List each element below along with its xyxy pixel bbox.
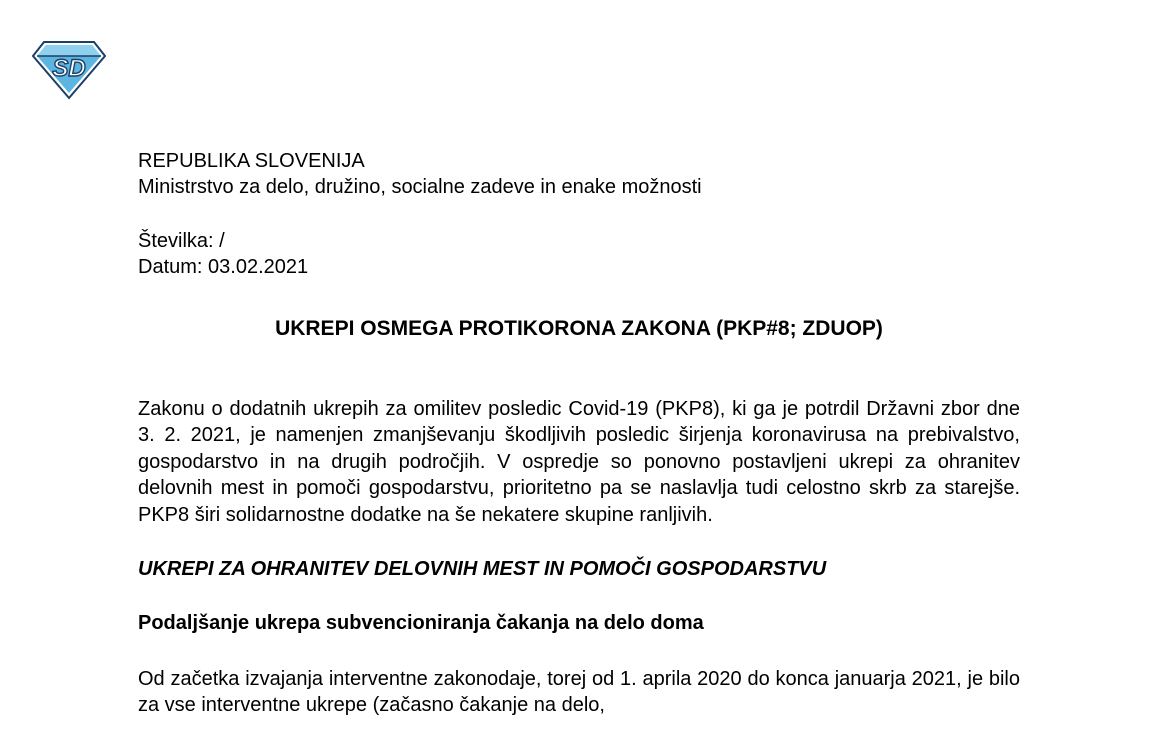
document-date: Datum: 03.02.2021 [138, 256, 309, 278]
republic-name: REPUBLIKA SLOVENIJA [138, 150, 365, 172]
ministry-name: Ministrstvo za delo, družino, socialne zadeve in enake možnosti [138, 176, 702, 198]
subsection-heading: Podaljšanje ukrepa subvencioniranja čakanja na delo doma [138, 612, 704, 635]
document-number: Številka: / [138, 230, 225, 252]
intro-paragraph: Zakonu o dodatnih ukrepih za omilitev posledic Covid-19 (PKP8), ki ga je potrdil Državni zbor dne 3. 2. 2021, je namenjen zmanjševanju škodljivih posledic širjenja koronavirusa na prebivalstvo, gospodarstvo in na drugih področjih. V ospredje so ponovno postavljeni ukrepi za ohranitev delovnih mest in pomoči gospodarstvu, prioritetno pa se naslavlja tudi celostno skrb za starejše. PKP8 širi solidarnostne dodatke na še nekatere skupine ranljivih. [138, 398, 1020, 526]
logo-text: SD [52, 55, 86, 82]
document-title: UKREPI OSMEGA PROTIKORONA ZAKONA (PKP#8; ZDUOP) [275, 317, 883, 340]
sd-diamond-logo-icon [32, 40, 106, 100]
document-body [138, 148, 1020, 719]
body-paragraph: Od začetka izvajanja interventne zakonodaje, torej od 1. aprila 2020 do konca januarja 2021, je bilo za vse interventne ukrepe (začasno čakanje na delo, [138, 668, 1020, 717]
section-heading: UKREPI ZA OHRANITEV DELOVNIH MEST IN POMOČI GOSPODARSTVU [138, 558, 827, 581]
